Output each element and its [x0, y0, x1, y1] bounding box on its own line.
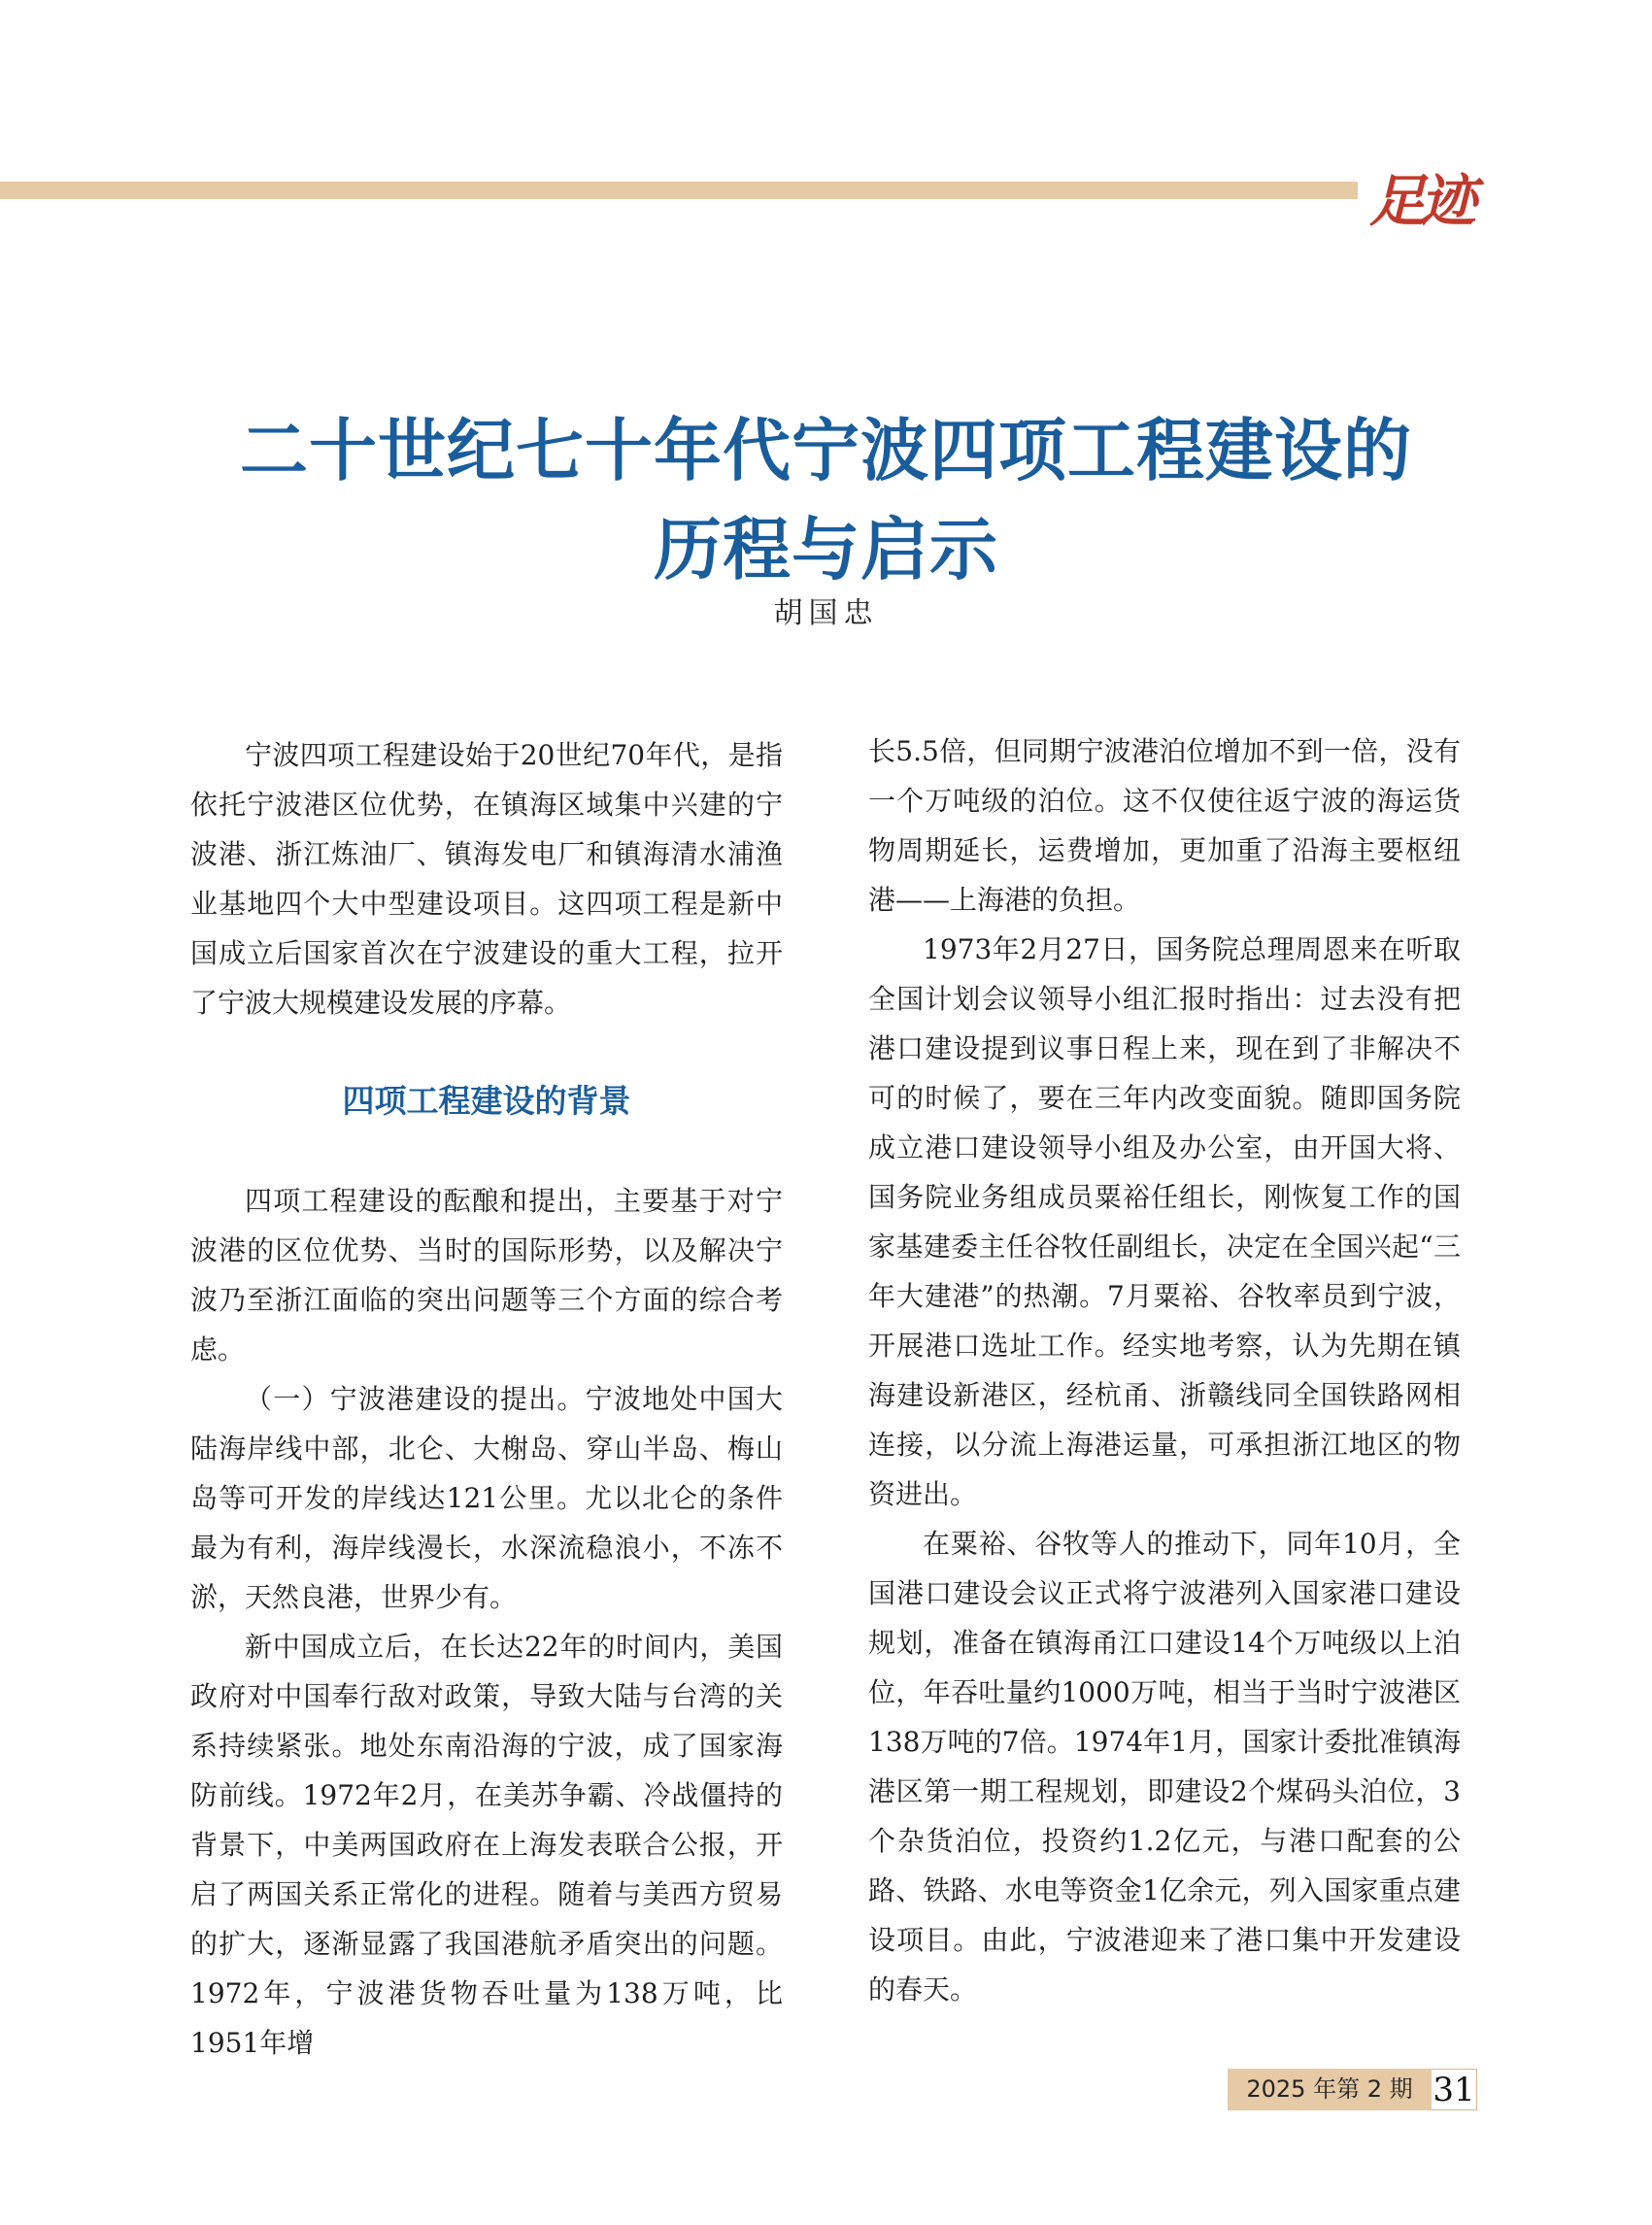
- paragraph-with-subhead: [190, 1374, 783, 1622]
- header-decorative-band: [0, 182, 1358, 199]
- paragraph: 1973年2月27日，国务院总理周恩来在听取全国计划会议领导小组汇报时指出：过去没有把港口建设提到议事日程上来，现在到了非解决不可的时候了，要在三年内改变面貌。随即国务院成立港口建设领导小组及办公室，由开国大将、国务院业务组成员粟裕任组长，刚恢复工作的国家基建委主任谷牧任副组长，决定在全国兴起“三年大建港”的热潮。7月粟裕、谷牧率员到宁波，开展港口选址工作。经实地考察，认为先期在镇海建设新港区，经杭甬、浙赣线同全国铁路网相连接，以分流上海港运量，可承担浙江地区的物资进出。: [868, 933, 1461, 1510]
- column-logo: 足迹: [1369, 168, 1471, 234]
- article-title-line1: 二十世纪七十年代宁波四项工程建设的: [240, 410, 1412, 490]
- paragraph-text: 宁波地处中国大陆海岸线中部，北仑、大榭岛、穿山半岛、梅山岛等可开发的岸线达121公里。尤以北仑的条件最为有利，海岸线漫长，水深流稳浪小，不冻不淤，天然良港，世界少有。: [190, 1383, 783, 1613]
- paragraph: 宁波四项工程建设始于20世纪70年代，是指依托宁波港区位优势，在镇海区域集中兴建的宁波港、浙江炼油厂、镇海发电厂和镇海清水浦渔业基地四个大中型建设项目。这四项工程是新中国成立后国家首次在宁波建设的重大工程，拉开了宁波大规模建设发展的序幕。: [190, 739, 783, 1019]
- paragraph: 四项工程建设的酝酿和提出，主要基于对宁波港的区位优势、当时的国际形势，以及解决宁波乃至浙江面临的突出问题等三个方面的综合考虑。: [190, 1185, 783, 1365]
- article-author: 胡国忠: [773, 596, 879, 630]
- page-number: 31: [1432, 2069, 1477, 2110]
- paragraph: 长5.5倍，但同期宁波港泊位增加不到一倍，没有一个万吨级的泊位。这不仅使往返宁波的海运货物周期延长，运费增加，更加重了沿海主要枢纽港——上海港的负担。: [868, 735, 1461, 916]
- subhead: （一）宁波港建设的提出。: [245, 1383, 586, 1415]
- left-column: [190, 730, 783, 2068]
- page-footer: [1228, 2069, 1477, 2110]
- paragraph: 在粟裕、谷牧等人的推动下，同年10月，全国港口建设会议正式将宁波港列入国家港口建设规划，准备在镇海甬江口建设14个万吨级以上泊位，年吞吐量约1000万吨，相当于当时宁波港区138万吨的7倍。1974年1月，国家计委批准镇海港区第一期工程规划，即建设2个煤码头泊位，3个杂货泊位，投资约1.2亿元，与港口配套的公路、铁路、水电等资金1亿余元，列入国家重点建设项目。由此，宁波港迎来了港口集中开发建设的春天。: [868, 1528, 1461, 2006]
- paragraph: 新中国成立后，在长达22年的时间内，美国政府对中国奉行敌对政策，导致大陆与台湾的关系持续紧张。地处东南沿海的宁波，成了国家海防前线。1972年2月，在美苏争霸、冷战僵持的背景下，中美两国政府在上海发表联合公报，开启了两国关系正常化的进程。随着与美西方贸易的扩大，逐渐显露了我国港航矛盾突出的问题。1972年，宁波港货物吞吐量为138万吨，比1951年增: [190, 1631, 783, 2059]
- section-heading: 四项工程建设的背景: [342, 1082, 631, 1120]
- issue-label: 2025 年第 2 期: [1228, 2069, 1432, 2110]
- article-title-line2: 历程与启示: [654, 509, 998, 590]
- right-column: [868, 726, 1461, 2014]
